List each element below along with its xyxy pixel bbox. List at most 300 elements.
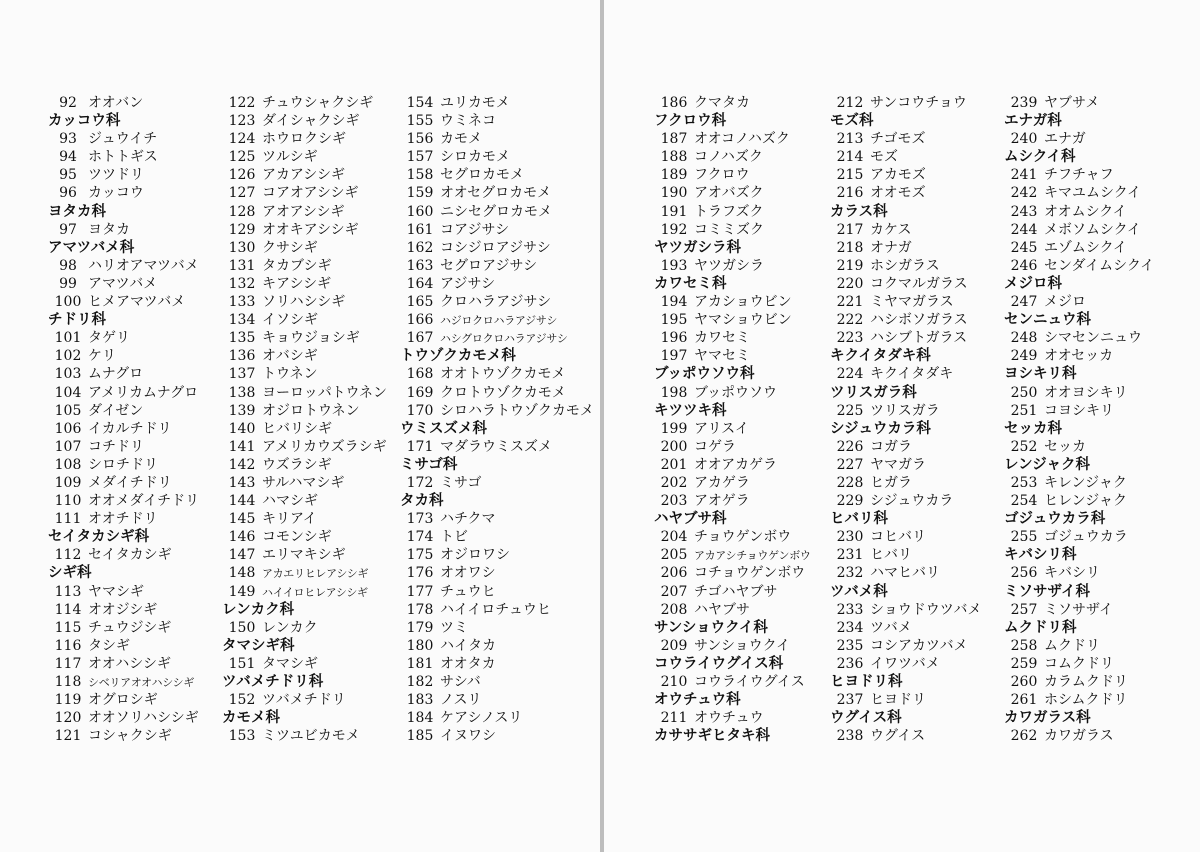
species-row: [830, 492, 981, 510]
species-name: ツルシギ: [262, 149, 318, 166]
species-name: チゴハヤブサ: [694, 583, 778, 600]
species-row: [400, 619, 594, 637]
species-row: [1004, 402, 1154, 420]
species-name: ヒメアマツバメ: [88, 294, 186, 311]
species-name: タシギ: [88, 637, 130, 654]
species-name: オオセグロカモメ: [440, 185, 552, 202]
species-row: [222, 184, 387, 202]
species-number: 175: [406, 547, 434, 564]
species-row: [48, 456, 199, 474]
species-number: 129: [228, 221, 256, 238]
species-name: チフチャフ: [1044, 167, 1114, 184]
species-row: [654, 673, 811, 691]
species-row: [654, 637, 811, 655]
species-name: セグロアジサシ: [440, 257, 538, 274]
species-name: イソシギ: [262, 312, 318, 329]
species-number: 205: [660, 547, 688, 564]
species-row: [48, 709, 199, 727]
species-name: オウチュウ: [694, 710, 764, 727]
species-name: ツバメチドリ: [262, 692, 346, 709]
species-row: [654, 221, 811, 239]
species-name: カラムクドリ: [1044, 674, 1128, 690]
species-row: [1004, 293, 1154, 311]
species-name: チュウヒ: [440, 583, 496, 600]
family-heading: ツリスガラ科: [830, 384, 917, 401]
family-heading: ヒヨドリ科: [830, 674, 903, 690]
species-row: [400, 384, 594, 402]
species-name: ハヤブサ: [694, 601, 750, 618]
species-row: [222, 546, 387, 564]
species-name: イヌワシ: [440, 728, 496, 745]
species-number: 198: [660, 384, 688, 401]
species-number: 153: [228, 728, 256, 745]
species-name: レンカク: [262, 619, 318, 636]
species-name: ヤマセミ: [694, 348, 750, 365]
species-row: [48, 221, 199, 239]
species-row: [400, 275, 594, 293]
family-heading: キバシリ科: [1004, 547, 1077, 564]
species-number: 142: [228, 456, 256, 473]
species-number: 126: [228, 167, 256, 184]
species-row: [654, 257, 811, 275]
species-name: タマシギ: [262, 655, 318, 672]
species-row: [222, 365, 387, 383]
species-number: 94: [59, 149, 77, 166]
species-number: 157: [406, 149, 434, 166]
family-heading: タカ科: [400, 493, 444, 510]
species-row: [1004, 691, 1154, 709]
species-number: 187: [660, 131, 688, 148]
family-heading: ミサゴ科: [400, 456, 458, 473]
species-number: 203: [660, 493, 688, 510]
family-heading: レンカク科: [222, 601, 295, 618]
species-row: [48, 402, 199, 420]
species-number: 212: [836, 95, 864, 111]
species-row: [1004, 130, 1154, 148]
species-name: オオモズ: [870, 185, 926, 202]
species-number: 114: [54, 601, 82, 618]
species-number: 244: [1010, 221, 1038, 238]
species-name: シマセンニュウ: [1044, 330, 1142, 347]
species-number: 223: [836, 330, 864, 347]
species-number: 256: [1010, 565, 1038, 582]
species-row: [48, 637, 199, 655]
species-number: 108: [54, 456, 82, 473]
species-number: 101: [54, 330, 82, 347]
species-name: ミヤマガラス: [870, 294, 954, 311]
family-heading: ヨシキリ科: [1004, 366, 1077, 383]
species-number: 112: [54, 547, 82, 564]
species-row: [1004, 221, 1154, 239]
species-row: [222, 311, 387, 329]
species-number: 199: [660, 420, 688, 437]
species-row: [222, 347, 387, 365]
species-row: [48, 257, 199, 275]
species-number: 260: [1010, 674, 1038, 690]
species-row: [222, 275, 387, 293]
species-number: 200: [660, 438, 688, 455]
species-name: オバシギ: [262, 348, 318, 365]
species-name: イワツバメ: [870, 655, 940, 672]
species-name: ヒガラ: [870, 474, 912, 491]
species-number: 191: [660, 203, 688, 220]
species-row: [1004, 347, 1154, 365]
species-row: [830, 564, 981, 582]
species-name: フクロウ: [694, 167, 750, 184]
family-heading: レンジャク科: [1004, 456, 1090, 473]
species-number: 231: [836, 547, 864, 564]
family-heading: オウチュウ科: [654, 692, 741, 709]
species-row: [222, 564, 387, 582]
species-row: [400, 601, 594, 619]
species-name: アリスイ: [694, 420, 749, 437]
species-row: [1004, 655, 1154, 673]
species-number: 225: [836, 402, 864, 419]
species-row: [830, 546, 981, 564]
species-number: 172: [406, 474, 434, 491]
species-number: 165: [406, 294, 434, 311]
species-name: ハイイロチュウヒ: [440, 601, 551, 618]
family-heading: ミソサザイ科: [1004, 583, 1090, 600]
species-name: セイタカシギ: [88, 547, 172, 564]
species-row: [48, 546, 199, 564]
species-number: 241: [1010, 167, 1038, 184]
species-name: ハリオアマツバメ: [88, 257, 199, 274]
species-row: [48, 166, 199, 184]
species-number: 251: [1010, 402, 1038, 419]
species-name: トビ: [440, 529, 468, 546]
species-number: 99: [59, 275, 77, 292]
species-number: 145: [228, 511, 256, 528]
family-heading: カッコウ科: [48, 113, 121, 130]
family-heading: シギ科: [48, 565, 92, 582]
species-name: ムクドリ: [1044, 637, 1100, 654]
species-name: コチョウゲンボウ: [694, 565, 806, 582]
species-row: [222, 257, 387, 275]
species-number: 245: [1010, 239, 1038, 256]
species-number: 135: [228, 330, 256, 347]
species-name: ミサゴ: [440, 474, 482, 491]
family-heading: ヤツガシラ科: [654, 239, 741, 256]
species-name: ヒバリシギ: [262, 420, 332, 437]
species-row: [222, 402, 387, 420]
species-number: 219: [836, 257, 864, 274]
family-heading: センニュウ科: [1004, 312, 1091, 329]
species-row: [400, 510, 594, 528]
species-name: アメリカウズラシギ: [262, 438, 387, 455]
species-row: [1004, 492, 1154, 510]
species-number: 121: [54, 728, 82, 745]
species-number: 141: [228, 438, 256, 455]
species-name: カワセミ: [694, 330, 750, 347]
species-row: [400, 257, 594, 275]
species-number: 122: [228, 95, 256, 111]
species-row: [48, 130, 199, 148]
species-row: [830, 637, 981, 655]
species-number: 229: [836, 493, 864, 510]
species-number: 167: [406, 330, 434, 347]
species-name: アメリカムナグロ: [88, 384, 199, 401]
species-name: ツツドリ: [88, 167, 144, 184]
species-name: カワガラス: [1044, 728, 1114, 745]
family-heading: ハヤブサ科: [654, 511, 727, 528]
species-number: 92: [59, 95, 77, 111]
species-row: [654, 94, 811, 112]
species-row: [48, 293, 199, 311]
species-row: [48, 275, 199, 293]
species-number: 128: [228, 203, 256, 220]
species-number: 190: [660, 185, 688, 202]
species-row: [1004, 673, 1154, 691]
species-row: [400, 365, 594, 383]
species-name: ノスリ: [440, 692, 482, 709]
species-row: [400, 673, 594, 691]
list-column: [830, 94, 981, 745]
species-number: 240: [1010, 131, 1038, 148]
species-name: コウライウグイス: [694, 674, 805, 690]
species-name: アマツバメ: [88, 275, 158, 292]
species-row: [222, 293, 387, 311]
species-name: キョウジョシギ: [262, 330, 360, 347]
species-row: [1004, 257, 1154, 275]
species-name: ムナグロ: [88, 366, 144, 383]
species-name: タカブシギ: [262, 257, 332, 274]
species-number: 201: [660, 456, 688, 473]
family-heading: カラス科: [830, 203, 888, 220]
species-name: アカアシシギ: [262, 167, 345, 184]
species-number: 103: [54, 366, 82, 383]
species-number: 177: [406, 583, 434, 600]
species-name: チョウゲンボウ: [694, 529, 792, 546]
species-number: 197: [660, 348, 688, 365]
species-row: [830, 257, 981, 275]
species-name: ダイゼン: [88, 402, 144, 419]
family-heading: シジュウカラ科: [830, 420, 931, 437]
species-name: オオメダイチドリ: [88, 493, 200, 510]
species-number: 227: [836, 456, 864, 473]
species-row: [400, 709, 594, 727]
species-name: マダラウミスズメ: [440, 438, 552, 455]
species-number: 111: [54, 511, 82, 528]
species-row: [654, 347, 811, 365]
species-name: ミソサザイ: [1044, 601, 1114, 618]
family-heading: ウミスズメ科: [400, 420, 487, 437]
species-number: 163: [406, 257, 434, 274]
species-row: [400, 94, 594, 112]
species-row: [48, 384, 199, 402]
species-name: アカエリヒレアシシギ: [262, 567, 369, 581]
species-name: オオワシ: [440, 565, 496, 582]
species-number: 123: [228, 113, 256, 130]
species-row: [222, 691, 387, 709]
species-number: 242: [1010, 185, 1038, 202]
species-row: [400, 637, 594, 655]
species-row: [222, 94, 387, 112]
species-number: 262: [1010, 728, 1038, 745]
species-row: [830, 727, 981, 745]
species-name: チュウジシギ: [88, 619, 172, 636]
list-column: [400, 94, 594, 745]
species-row: [400, 546, 594, 564]
species-name: キアシシギ: [262, 275, 332, 292]
species-name: コミミズク: [694, 221, 764, 238]
species-number: 95: [59, 167, 77, 184]
species-name: サシバ: [440, 674, 481, 690]
species-name: コシジロアジサシ: [440, 239, 551, 256]
family-heading: カワガラス科: [1004, 710, 1091, 727]
species-name: オオムシクイ: [1044, 203, 1127, 220]
species-name: アカモズ: [870, 167, 926, 184]
species-number: 151: [228, 655, 256, 672]
species-row: [400, 655, 594, 673]
species-row: [654, 329, 811, 347]
species-number: 217: [836, 221, 864, 238]
species-name: アカゲラ: [694, 474, 750, 491]
species-name: キバシリ: [1044, 565, 1100, 582]
species-number: 208: [660, 601, 688, 618]
species-row: [400, 293, 594, 311]
species-name: ソリハシシギ: [262, 294, 346, 311]
species-number: 162: [406, 239, 434, 256]
species-name: アオバズク: [694, 185, 764, 202]
species-row: [400, 564, 594, 582]
species-row: [830, 184, 981, 202]
species-name: コヒバリ: [870, 529, 926, 546]
species-row: [654, 311, 811, 329]
species-row: [654, 384, 811, 402]
species-number: 255: [1010, 529, 1038, 546]
species-name: トラフズク: [694, 203, 764, 220]
species-number: 232: [836, 565, 864, 582]
species-row: [48, 492, 199, 510]
species-number: 97: [59, 221, 77, 238]
species-number: 228: [836, 474, 864, 491]
species-number: 185: [406, 728, 434, 745]
species-row: [654, 601, 811, 619]
species-name: コクマルガラス: [870, 275, 968, 292]
family-heading: ヨタカ科: [48, 203, 106, 220]
species-row: [400, 112, 594, 130]
species-number: 247: [1010, 294, 1038, 311]
species-row: [1004, 184, 1154, 202]
species-name: オナガ: [870, 239, 912, 256]
species-name: ケアシノスリ: [440, 710, 523, 727]
species-number: 236: [836, 655, 864, 672]
species-row: [1004, 239, 1154, 257]
species-name: クマタカ: [694, 95, 750, 111]
species-row: [400, 583, 594, 601]
species-name: コアジサシ: [440, 221, 510, 238]
species-number: 93: [59, 131, 77, 148]
species-name: シロハラトウゾクカモメ: [440, 402, 594, 419]
species-name: ハマシギ: [262, 493, 318, 510]
species-number: 246: [1010, 257, 1038, 274]
species-row: [830, 474, 981, 492]
species-row: [654, 293, 811, 311]
family-heading: カモメ科: [222, 710, 280, 727]
species-number: 233: [836, 601, 864, 618]
species-name: コシアカツバメ: [870, 637, 968, 654]
species-name: ハシブトガラス: [870, 330, 968, 347]
species-number: 119: [54, 692, 82, 709]
species-name: アオゲラ: [694, 493, 750, 510]
species-name: オオアカゲラ: [694, 456, 778, 473]
species-number: 193: [660, 257, 688, 274]
species-number: 239: [1010, 95, 1038, 111]
species-number: 186: [660, 95, 688, 111]
species-row: [222, 329, 387, 347]
species-number: 139: [228, 402, 256, 419]
family-heading: フクロウ科: [654, 113, 727, 130]
species-number: 261: [1010, 692, 1038, 709]
species-number: 127: [228, 185, 256, 202]
species-row: [48, 727, 199, 745]
species-row: [400, 402, 594, 420]
species-name: ヤツガシラ: [694, 257, 764, 274]
species-name: オオソリハシシギ: [88, 710, 199, 727]
species-row: [654, 420, 811, 438]
species-number: 180: [406, 637, 434, 654]
species-number: 222: [836, 312, 864, 329]
species-number: 110: [54, 493, 82, 510]
species-name: サルハマシギ: [262, 474, 345, 491]
species-number: 159: [406, 185, 434, 202]
species-name: チュウシャクシギ: [262, 95, 374, 111]
species-name: イカルチドリ: [88, 420, 172, 437]
species-row: [1004, 528, 1154, 546]
species-row: [222, 474, 387, 492]
species-row: [222, 130, 387, 148]
species-name: カッコウ: [88, 185, 144, 202]
species-number: 181: [406, 655, 434, 672]
species-name: トウネン: [262, 366, 318, 383]
species-row: [48, 365, 199, 383]
species-number: 235: [836, 637, 864, 654]
family-heading: カササギヒタキ科: [654, 728, 770, 745]
species-number: 234: [836, 619, 864, 636]
species-name: エゾムシクイ: [1044, 239, 1127, 256]
list-column: [222, 94, 387, 745]
family-heading: モズ科: [830, 113, 874, 130]
species-row: [830, 528, 981, 546]
species-number: 169: [406, 384, 434, 401]
species-name: ジュウイチ: [88, 131, 158, 148]
species-name: アカアシチョウゲンボウ: [694, 549, 811, 563]
species-row: [400, 528, 594, 546]
species-number: 213: [836, 131, 864, 148]
species-row: [400, 184, 594, 202]
family-heading: キツツキ科: [654, 402, 727, 419]
species-name: ホシガラス: [870, 257, 940, 274]
species-name: タゲリ: [88, 330, 130, 347]
species-name: メジロ: [1044, 294, 1086, 311]
species-name: オオセッカ: [1044, 348, 1114, 365]
species-name: ホウロクシギ: [262, 131, 346, 148]
family-heading: セッカ科: [1004, 420, 1062, 437]
species-row: [830, 365, 981, 383]
species-row: [48, 438, 199, 456]
species-row: [654, 203, 811, 221]
species-number: 211: [660, 710, 688, 727]
species-number: 184: [406, 710, 434, 727]
species-row: [48, 347, 199, 365]
species-name: キマユムシクイ: [1044, 185, 1142, 202]
species-number: 113: [54, 583, 82, 600]
species-row: [222, 619, 387, 637]
species-number: 188: [660, 149, 688, 166]
species-name: ハイタカ: [440, 637, 496, 654]
species-name: ハチクマ: [440, 511, 496, 528]
